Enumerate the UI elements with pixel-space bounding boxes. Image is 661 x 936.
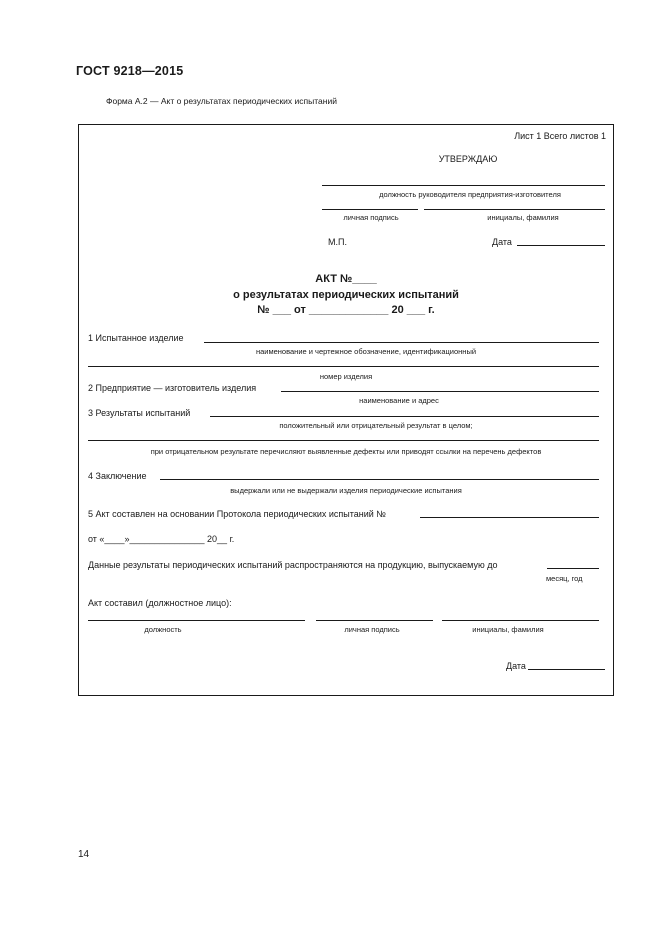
signature-line [322,209,418,210]
compiled-date-line [528,669,605,670]
act-title: АКТ №____ [315,273,377,285]
item2-line [281,391,599,392]
approval-date-label: Дата [492,237,512,247]
item5-date: от «____»_______________ 20__ г. [88,534,235,544]
approval-date-line [517,245,605,246]
item4-caption: выдержали или не выдержали изделия периодические испытания [230,486,462,495]
document-title: ГОСТ 9218—2015 [76,64,184,78]
compiled-initials-caption: инициалы, фамилия [472,625,544,634]
page-number: 14 [78,849,90,860]
item3-line2 [88,440,599,441]
act-subtitle: о результатах периодических испытаний [233,289,459,301]
item3-label: 3 Результаты испытаний [88,408,191,418]
item1-caption: наименование и чертежное обозначение, идентификационный [255,347,477,356]
approval-title: УТВЕРЖДАЮ [438,154,498,164]
initials-caption: инициалы, фамилия [487,213,559,222]
position-caption: должность руководителя предприятия-изготовителя [379,190,561,199]
item3-caption2: при отрицательном результате перечисляют выявленные дефекты или приводят ссылки на перечень дефектов [150,447,542,456]
item1-caption2: номер изделия [319,372,373,381]
seal-label: М.П. [328,237,347,247]
compiled-label: Акт составил (должностное лицо): [88,598,232,608]
compiled-position-line [88,620,305,621]
initials-line [424,209,605,210]
item1-label: 1 Испытанное изделие [88,333,184,343]
item4-line [160,479,599,480]
compiled-position-caption: должность [144,625,182,634]
item5-line [420,517,599,518]
signature-caption: личная подпись [343,213,399,222]
distribution-line [547,568,599,569]
item3-caption: положительный или отрицательный результат в целом; [279,421,473,430]
compiled-date-label: Дата [506,661,526,671]
item1-line2 [88,366,599,367]
compiled-signature-caption: личная подпись [344,625,400,634]
position-line [322,185,605,186]
compiled-signature-line [316,620,433,621]
form-caption: Форма А.2 — Акт о результатах периодических испытаний [106,96,337,106]
item1-line [204,342,599,343]
distribution-caption: месяц, год [546,574,583,583]
act-number-line: № ___ от _____________ 20 ___ г. [257,304,435,316]
item4-label: 4 Заключение [88,471,147,481]
item5-text: 5 Акт составлен на основании Протокола периодических испытаний № [88,509,386,519]
item2-caption: наименование и адрес [359,396,439,405]
distribution-text: Данные результаты периодических испытаний распространяются на продукцию, выпускаемую до [88,560,498,570]
sheet-info: Лист 1 Всего листов 1 [514,131,606,141]
compiled-initials-line [442,620,599,621]
item2-label: 2 Предприятие — изготовитель изделия [88,383,257,393]
item3-line [210,416,599,417]
